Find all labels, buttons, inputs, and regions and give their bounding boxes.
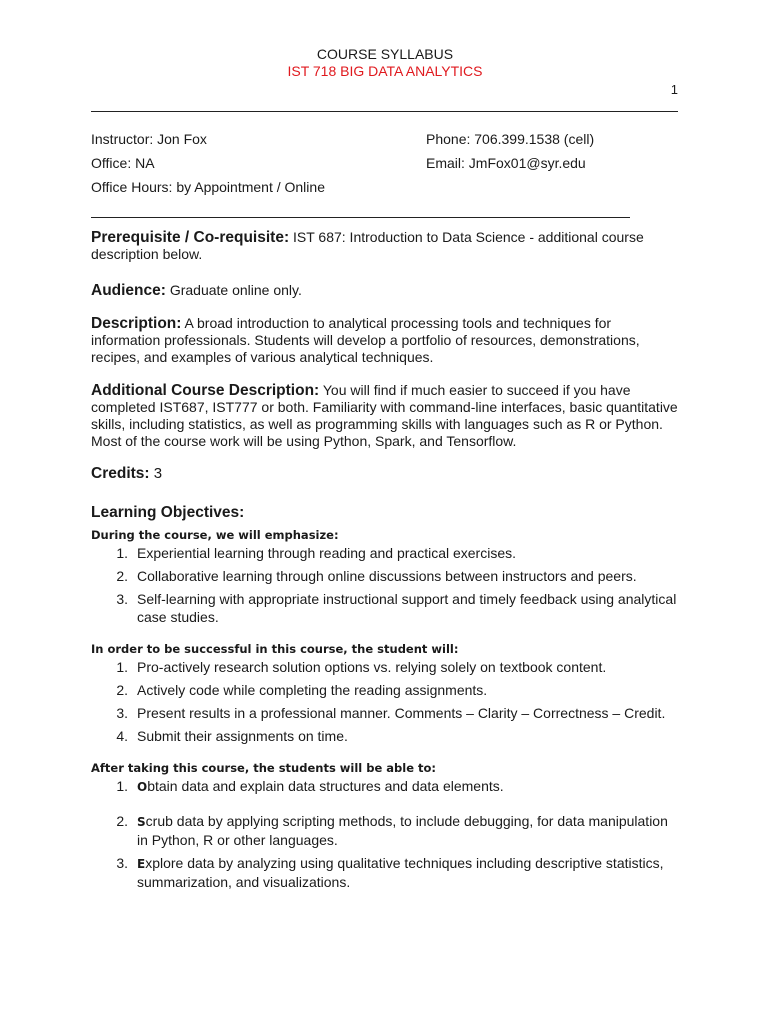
prerequisite-label: Prerequisite / Co-requisite: bbox=[91, 229, 290, 246]
credits-value: 3 bbox=[149, 465, 163, 482]
list-number: 1. bbox=[116, 778, 128, 794]
list-item bbox=[110, 728, 680, 746]
list-number: 2. bbox=[116, 682, 128, 698]
list-text: Collaborative learning through online discussions between instructors and peers. bbox=[137, 568, 637, 584]
list-text: btain data and explain data structures and data elements. bbox=[147, 778, 504, 794]
list-item bbox=[110, 855, 680, 891]
list-number: 2. bbox=[116, 568, 128, 584]
list-number: 2. bbox=[116, 813, 128, 829]
description-text: A broad introduction to analytical processing tools and techniques for information professionals. Students will develop a portfolio of resources, demonstrations, recipes, and examples of various analytical techniques. bbox=[91, 315, 640, 365]
list-initial: E bbox=[137, 857, 146, 871]
instructor-office: Office: NA bbox=[91, 155, 155, 171]
section-divider bbox=[91, 217, 630, 218]
audience-text: Graduate online only. bbox=[165, 282, 302, 298]
list-text: Actively code while completing the reading assignments. bbox=[137, 682, 488, 698]
audience-section bbox=[91, 282, 683, 299]
list-item bbox=[110, 568, 680, 586]
document-title: COURSE SYLLABUS bbox=[316, 46, 454, 62]
list-number: 3. bbox=[116, 855, 128, 871]
list-text: crub data by applying scripting methods, to include debugging, for data manipulation in Python, R or other languages. bbox=[137, 813, 668, 848]
list-text: xplore data by analyzing using qualitative techniques including descriptive statistics, summarization, and visualizations. bbox=[137, 855, 664, 890]
instructor-email: Email: JmFox01@syr.edu bbox=[426, 155, 586, 171]
list-text: Present results in a professional manner. Comments – Clarity – Correctness – Credit. bbox=[137, 705, 666, 721]
course-title: IST 718 BIG DATA ANALYTICS bbox=[287, 63, 483, 79]
list-number: 3. bbox=[116, 705, 128, 721]
additional-description-label: Additional Course Description: bbox=[91, 382, 320, 399]
prerequisite-section bbox=[91, 229, 683, 263]
list-number: 1. bbox=[116, 545, 128, 561]
list-text: Submit their assignments on time. bbox=[137, 728, 348, 744]
credits-section bbox=[91, 465, 683, 482]
description-section bbox=[91, 315, 683, 366]
list-item bbox=[110, 705, 680, 723]
audience-label: Audience: bbox=[91, 282, 166, 299]
prerequisite-text: IST 687: Introduction to Data Science - additional course description below. bbox=[91, 229, 644, 262]
office-hours: Office Hours: by Appointment / Online bbox=[91, 179, 325, 195]
list-item bbox=[110, 682, 680, 700]
credits-label: Credits: bbox=[91, 465, 150, 482]
page-number: 1 bbox=[670, 82, 678, 97]
document-header bbox=[0, 46, 770, 80]
success-heading: In order to be successful in this course, the student will: bbox=[91, 642, 459, 656]
instructor-name: Instructor: Jon Fox bbox=[91, 131, 207, 147]
list-number: 1. bbox=[116, 659, 128, 675]
description-label: Description: bbox=[91, 315, 182, 332]
list-number: 3. bbox=[116, 591, 128, 607]
list-item bbox=[110, 813, 680, 849]
list-item bbox=[110, 591, 680, 626]
additional-description-section bbox=[91, 382, 683, 450]
outcomes-heading: After taking this course, the students will be able to: bbox=[91, 761, 437, 775]
list-item bbox=[110, 659, 680, 677]
additional-description-text: You will find if much easier to succeed if you have completed IST687, IST777 or both. Familiarity with command-line interfaces, basic quantitative skills, including statistics, as well as programming skills with languages such as R or Python. Most of the course work will be using Python, Spark, and Tensorflow. bbox=[91, 382, 678, 449]
list-initial: O bbox=[137, 780, 148, 794]
emphasize-heading: During the course, we will emphasize: bbox=[91, 528, 339, 542]
top-divider bbox=[91, 111, 678, 112]
list-number: 4. bbox=[116, 728, 128, 744]
list-text: Pro-actively research solution options vs. relying solely on textbook content. bbox=[137, 659, 607, 675]
learning-objectives-heading: Learning Objectives: bbox=[91, 504, 245, 521]
list-text: Experiential learning through reading and practical exercises. bbox=[137, 545, 516, 561]
list-initial: S bbox=[137, 815, 146, 829]
instructor-phone: Phone: 706.399.1538 (cell) bbox=[426, 131, 595, 147]
list-item bbox=[110, 778, 680, 797]
list-text: Self-learning with appropriate instructional support and timely feedback using analytical case studies. bbox=[137, 591, 677, 625]
list-item bbox=[110, 545, 680, 563]
